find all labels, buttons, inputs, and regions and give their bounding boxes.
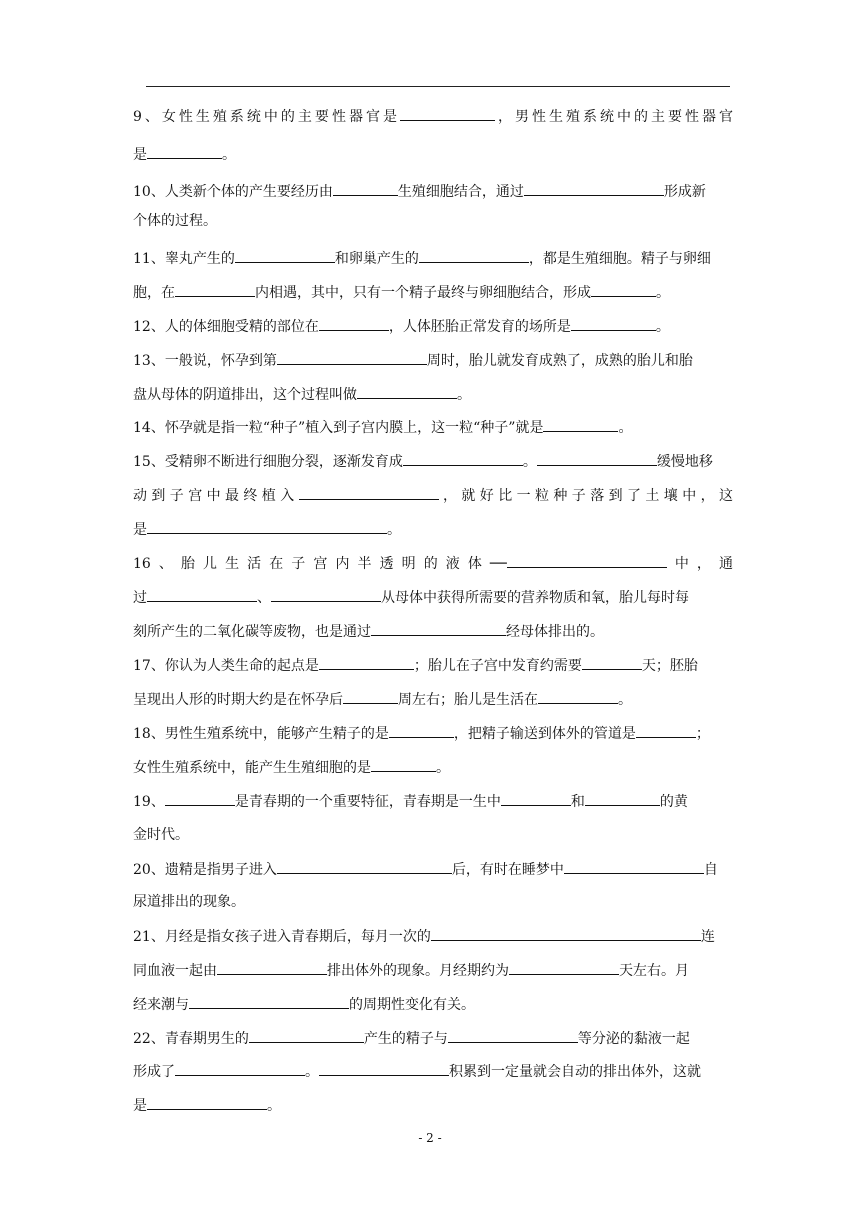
- fill-in-blank[interactable]: [147, 145, 222, 159]
- fill-in-blank[interactable]: [507, 554, 667, 568]
- line-text: 是青春期的一个重要特征，青春期是一生中: [234, 794, 501, 810]
- line-text: 经母体排出的。: [506, 624, 604, 640]
- text-line: [133, 283, 733, 302]
- fill-in-blank[interactable]: [403, 452, 523, 466]
- line-text: 。: [267, 1098, 281, 1114]
- text-line: [133, 554, 733, 573]
- text-line: [133, 656, 733, 675]
- text-line: [133, 724, 733, 743]
- line-text: ；: [695, 726, 710, 742]
- fill-in-blank[interactable]: [319, 1062, 449, 1076]
- line-text: 过: [133, 590, 147, 606]
- fill-in-blank[interactable]: [277, 860, 452, 874]
- fill-in-blank[interactable]: [235, 249, 335, 263]
- line-text: 13、一般说，怀孕到第: [133, 353, 277, 369]
- line-text: 。: [618, 692, 632, 708]
- text-line: [133, 588, 733, 607]
- line-text: 、: [257, 590, 271, 606]
- line-text: 呈现出人形的时期大约是在怀孕后: [133, 692, 343, 708]
- line-text: 动到子宫中最终植入: [133, 488, 299, 504]
- line-text: 19、: [133, 794, 165, 810]
- fill-in-blank[interactable]: [419, 249, 529, 263]
- fill-in-blank[interactable]: [175, 1062, 305, 1076]
- line-text: 15、受精卵不断进行细胞分裂，逐渐发育成: [133, 454, 403, 470]
- text-line: [133, 690, 733, 709]
- fill-in-blank[interactable]: [277, 351, 427, 365]
- text-line: [133, 961, 733, 980]
- fill-in-blank[interactable]: [319, 656, 414, 670]
- text-line: [133, 1096, 733, 1115]
- line-text: 20、遗精是指男子进入: [133, 862, 277, 878]
- line-text: ，都是生殖细胞。精子与卵细: [528, 251, 711, 267]
- header-rule: [146, 86, 730, 87]
- line-text: 连: [700, 929, 715, 945]
- line-text: 经来潮与: [133, 997, 189, 1013]
- line-text: 内相遇，其中，只有一个精子最终与卵细胞结合，形成: [255, 285, 591, 301]
- text-line: [133, 792, 733, 811]
- line-text: 积累到一定量就会自动的排出体外，这就: [449, 1064, 701, 1080]
- fill-in-blank[interactable]: [537, 452, 657, 466]
- line-text: 女性生殖系统中，能产生生殖细胞的是: [133, 760, 371, 776]
- text-line: [133, 107, 733, 126]
- line-text: 12、人的体细胞受精的部位在: [133, 319, 319, 335]
- line-text: ，人体胚胎正常发育的场所是: [388, 319, 571, 335]
- fill-in-blank[interactable]: [357, 385, 457, 399]
- line-text: 同血液一起由: [133, 963, 217, 979]
- line-text: 后，有时在睡梦中: [451, 862, 564, 878]
- text-line: [133, 995, 733, 1014]
- line-text: 。: [222, 147, 236, 163]
- fill-in-blank[interactable]: [448, 1029, 578, 1043]
- line-text: 天；胚胎: [641, 658, 698, 674]
- line-text: 中，通: [666, 556, 734, 572]
- line-text: 天左右。月: [619, 963, 689, 979]
- line-text: 缓慢地移: [656, 454, 713, 470]
- fill-in-blank[interactable]: [319, 317, 389, 331]
- line-text: ，男性生殖系统中的主要性器官: [494, 109, 733, 125]
- text-line: [133, 1029, 733, 1048]
- line-text: 和卵巢产生的: [334, 251, 419, 267]
- page-number: - 2 -: [418, 1131, 442, 1145]
- line-text: 刻所产生的二氧化碳等废物，也是通过: [133, 624, 371, 640]
- line-text: 形成了: [133, 1064, 175, 1080]
- line-text: 。: [305, 1064, 319, 1080]
- text-line: [133, 758, 733, 777]
- line-text: 的黄: [659, 794, 688, 810]
- line-text: 的周期性变化有关。: [349, 997, 475, 1013]
- line-text: 自: [703, 862, 718, 878]
- line-text: 。: [436, 760, 450, 776]
- text-line: [133, 927, 733, 946]
- text-line: [133, 452, 733, 471]
- line-text: 22、青春期男生的: [133, 1031, 249, 1047]
- text-line: [133, 1062, 733, 1081]
- fill-in-blank[interactable]: [217, 961, 327, 975]
- line-text: 生殖细胞结合，通过: [397, 184, 524, 200]
- fill-in-blank[interactable]: [524, 182, 664, 196]
- text-line: [133, 486, 733, 505]
- line-text: 金时代。: [133, 827, 189, 843]
- line-text: 个体的过程。: [133, 213, 217, 229]
- text-line: [133, 212, 733, 230]
- line-text: 胞，在: [133, 285, 175, 301]
- line-text: 。: [618, 420, 633, 436]
- fill-in-blank[interactable]: [585, 792, 660, 806]
- fill-in-blank[interactable]: [431, 927, 701, 941]
- fill-in-blank[interactable]: [501, 792, 571, 806]
- fill-in-blank[interactable]: [165, 792, 235, 806]
- line-text: 产生的精子与: [363, 1031, 448, 1047]
- line-text: 21、月经是指女孩子进入青春期后，每月一次的: [133, 929, 431, 945]
- line-text: 。: [656, 285, 670, 301]
- fill-in-blank[interactable]: [343, 690, 398, 704]
- text-line: [133, 622, 733, 641]
- line-text: 是: [133, 522, 147, 538]
- line-text: ，就好比一粒种子落到了土壤中，这: [438, 488, 734, 504]
- fill-in-blank[interactable]: [636, 724, 696, 738]
- line-text: 等分泌的黏液一起: [577, 1031, 690, 1047]
- line-text: 盘从母体的阴道排出，这个过程叫做: [133, 387, 357, 403]
- line-text: 是: [133, 147, 147, 163]
- line-text: 从母体中获得所需要的营养物质和氧，胎儿每时每: [381, 590, 689, 606]
- fill-in-blank[interactable]: [582, 656, 642, 670]
- text-line: [133, 351, 733, 370]
- line-text: 周左右；胎儿是生活在: [398, 692, 538, 708]
- fill-in-blank[interactable]: [147, 1096, 267, 1110]
- fill-in-blank[interactable]: [571, 317, 656, 331]
- fill-in-blank[interactable]: [333, 182, 398, 196]
- fill-in-blank[interactable]: [299, 486, 439, 500]
- fill-in-blank[interactable]: [371, 622, 506, 636]
- fill-in-blank[interactable]: [175, 283, 255, 297]
- fill-in-blank[interactable]: [400, 107, 495, 121]
- line-text: 和: [570, 794, 585, 810]
- fill-in-blank[interactable]: [147, 588, 257, 602]
- text-line: [133, 520, 733, 539]
- text-line: [133, 317, 733, 336]
- fill-in-blank[interactable]: [509, 961, 619, 975]
- text-line: [133, 860, 733, 879]
- text-line: [133, 249, 733, 268]
- text-line: [133, 182, 733, 201]
- line-text: 排出体外的现象。月经期约为: [327, 963, 509, 979]
- line-text: 。: [655, 319, 670, 335]
- text-line: [133, 826, 733, 844]
- fill-in-blank[interactable]: [389, 724, 454, 738]
- line-text: 。: [387, 522, 401, 538]
- text-line: [133, 418, 733, 437]
- line-text: 。: [522, 454, 537, 470]
- line-text: 14、怀孕就是指一粒“种子”植入到子宫内膜上，这一粒“种子”就是: [133, 420, 544, 436]
- line-text: 10、人类新个体的产生要经历由: [133, 184, 333, 200]
- line-text: 16、胎儿生活在子宫内半透明的液体──: [133, 556, 507, 572]
- fill-in-blank[interactable]: [271, 588, 381, 602]
- text-line: [133, 893, 733, 911]
- line-text: 。: [457, 387, 471, 403]
- line-text: ；胎儿在子宫中发育约需要: [413, 658, 582, 674]
- text-line: [133, 145, 733, 164]
- fill-in-blank[interactable]: [543, 418, 618, 432]
- fill-in-blank[interactable]: [538, 690, 618, 704]
- line-text: 形成新: [663, 184, 706, 200]
- line-text: 18、男性生殖系统中，能够产生精子的是: [133, 726, 389, 742]
- fill-in-blank[interactable]: [147, 520, 387, 534]
- line-text: 周时，胎儿就发育成熟了，成熟的胎儿和胎: [426, 353, 693, 369]
- line-text: 17、你认为人类生命的起点是: [133, 658, 319, 674]
- line-text: 是: [133, 1098, 147, 1114]
- fill-in-blank[interactable]: [371, 758, 436, 772]
- line-text: 尿道排出的现象。: [133, 894, 245, 910]
- fill-in-blank[interactable]: [564, 860, 704, 874]
- fill-in-blank[interactable]: [249, 1029, 364, 1043]
- line-text: 11、睾丸产生的: [133, 251, 235, 267]
- fill-in-blank[interactable]: [591, 283, 656, 297]
- text-line: [133, 385, 733, 404]
- line-text: 9、女性生殖系统中的主要性器官是: [133, 109, 400, 125]
- line-text: ，把精子输送到体外的管道是: [453, 726, 636, 742]
- fill-in-blank[interactable]: [189, 995, 349, 1009]
